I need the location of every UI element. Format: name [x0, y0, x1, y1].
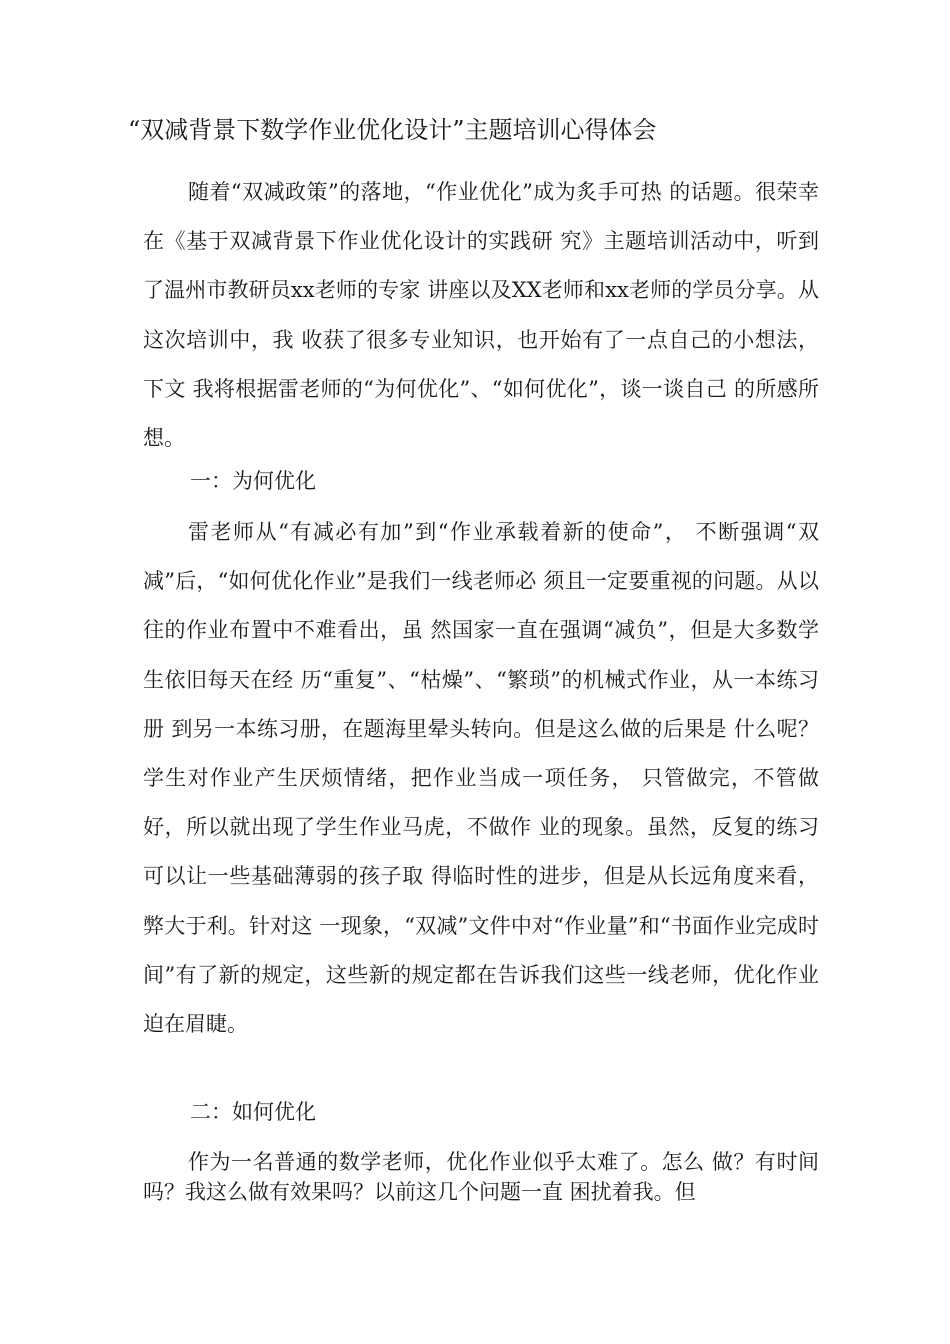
paragraph-intro: 随着“双减政策”的落地，“作业优化”成为炙手可热 的话题。很荣幸在《基于双减背景下作业优化设计的实践研 究》主题培训活动中，听到了温州市教研员xx老师的专家 讲座以及XX老师和xx老师的学员分享。从这次培训中，我 收获了很多专业知识，也开始有了一点自己的小想法，下文 我将根据雷老师的“为何优化”、“如何优化”，谈一谈自己 的所感所想。: [143, 180, 819, 451]
paragraph-why-optimize: 雷老师从“有减必有加”到“作业承载着新的使命”， 不断强调“双减”后，“如何优化作业”是我们一线老师必 须且一定要重视的问题。从以往的作业布置中不难看出，虽 然国家一直在强调“减负”，但是大多数学生依旧每天在经 历“重复”、“枯燥”、“繁琐”的机械式作业，从一本练习册 到另一本练习册，在题海里晕头转向。但是这么做的后果是 什么呢？学生对作业产生厌烦情绪，把作业当成一项任务， 只管做完，不管做好，所以就出现了学生作业马虎，不做作 业的现象。虽然，反复的练习可以让一些基础薄弱的孩子取 得临时性的进步，但是从长远角度来看，弊大于利。针对这 一现象，“双减”文件中对“作业量”和“书面作业完成时 间”有了新的规定，这些新的规定都在告诉我们这些一线老师，优化作业迫在眉睫。: [143, 520, 819, 1037]
section-heading-how: 二：如何优化: [190, 1100, 316, 1124]
paragraph-how-optimize: 作为一名普通的数学老师，优化作业似乎太难了。怎么 做？有时间吗？我这么做有效果吗？以前这几个问题一直 困扰着我。但: [143, 1150, 819, 1204]
section-heading-why: 一：为何优化: [190, 469, 316, 493]
document-title: “双减背景下数学作业优化设计”主题培训心得体会: [128, 116, 657, 144]
